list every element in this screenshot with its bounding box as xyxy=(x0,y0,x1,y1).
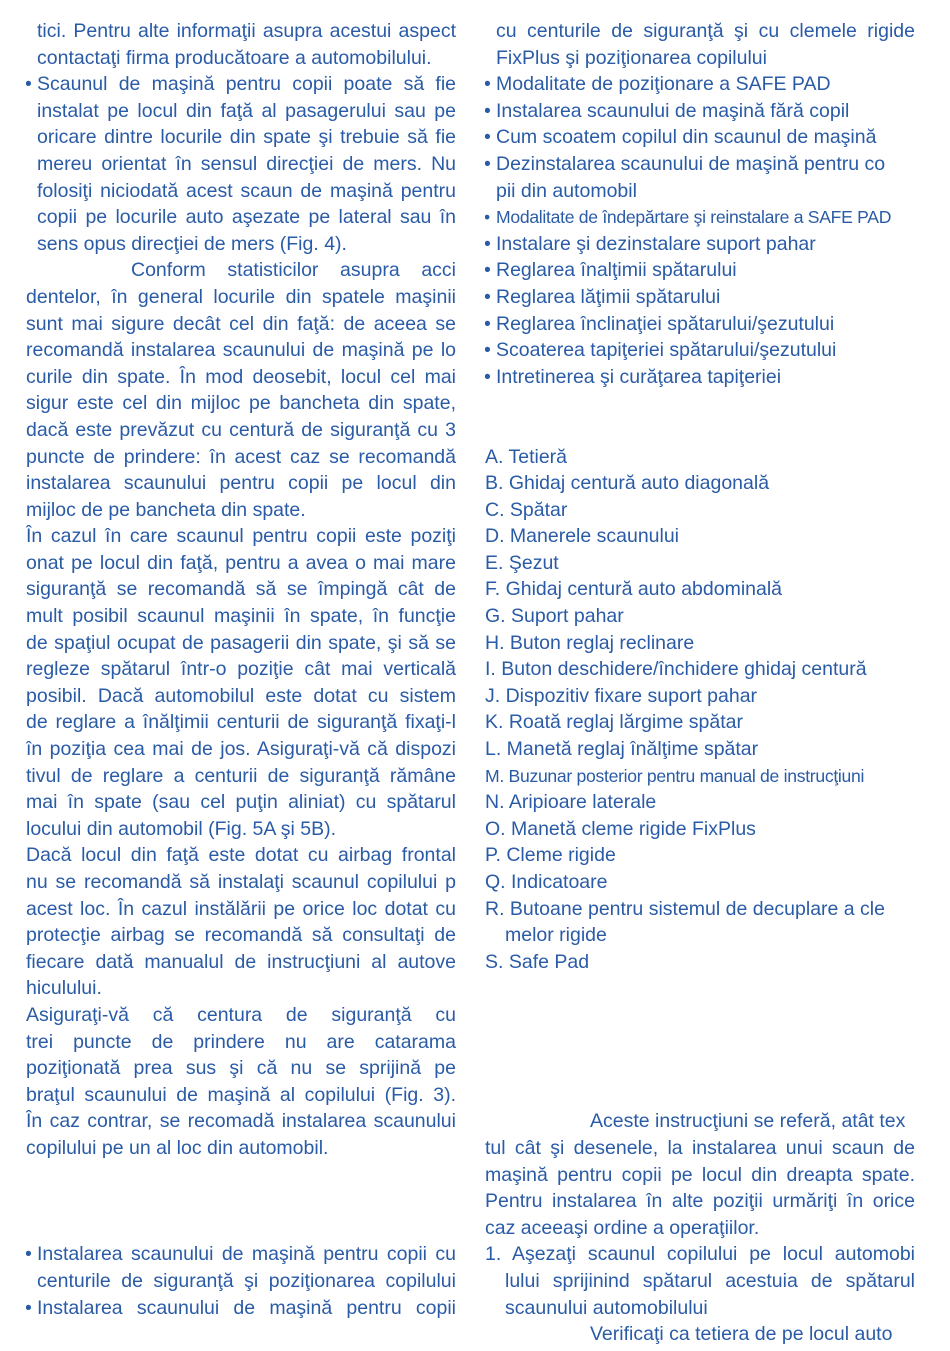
text-line: siguranţă se recomandă să se împingă cât de xyxy=(26,578,456,601)
part-label: I. Buton deschidere/închidere ghidaj centură xyxy=(485,658,867,681)
text-line: mereu orientat în sensul direcţiei de mers. Nu xyxy=(37,152,456,175)
text-line: folosiţi niciodată acest scaun de maşină pentru xyxy=(37,179,456,202)
text-line: tul cât şi desenele, la instalarea unui scaun de xyxy=(485,1136,915,1159)
bullet-item: • Cum scoatem copilul din scaunul de maşină xyxy=(485,124,915,151)
text-line: sigur este cel din mijloc pe bancheta din spate, xyxy=(26,392,456,415)
text-line: oricare dintre locurile din spate şi trebuie să fie xyxy=(37,126,456,149)
part-label: S. Safe Pad xyxy=(485,950,590,973)
part-label: D. Manerele scaunului xyxy=(485,525,680,548)
bullet-item: • Reglarea lăţimii spătarului xyxy=(485,284,915,311)
text-line: instalat pe locul din faţă al pasagerului sau pe xyxy=(37,99,456,122)
text-line: dentelor, în general locurile din spatele maşinii xyxy=(26,285,456,308)
text-line: mult posibil scaunul maşinii în spate, în funcţie xyxy=(26,605,456,628)
text-line: mai în spate (sau cel puţin aliniat) cu spătarul xyxy=(26,791,456,814)
text-line: regleze spătarul într-o poziţie cât mai verticală xyxy=(26,658,456,681)
text-line: de spaţiul ocupat de pasagerii din spate, şi să se xyxy=(26,631,456,654)
part-label: melor rigide xyxy=(505,924,607,947)
text-line: În caz contrar, se recomadă instalarea scaunului xyxy=(26,1110,456,1133)
part-label: K. Roată reglaj lărgime spătar xyxy=(485,711,743,734)
text-line: fiecare dată manualul de instrucţiuni al autove xyxy=(26,950,456,973)
text-line: centurile de siguranţă şi poziţionarea copilului xyxy=(37,1269,456,1292)
text-line: sens opus direcţiei de mers (Fig. 4). xyxy=(37,232,347,255)
part-label: R. Butoane pentru sistemul de decuplare a cle xyxy=(485,897,885,920)
bullet-item: • Instalarea scaunului de maşină pentru copii xyxy=(26,1295,456,1322)
bullet-item: • Modalitate de poziţionare a SAFE PAD xyxy=(485,71,915,98)
left-column xyxy=(26,18,456,1321)
part-label: J. Dispozitiv fixare suport pahar xyxy=(485,684,758,707)
paragraph-start: Conform statisticilor asupra acci xyxy=(131,259,456,282)
text-line: instalarea scaunului pentru copii pe locul din xyxy=(26,472,456,495)
text-line: În cazul în care scaunul pentru copii este poziţi xyxy=(26,525,456,548)
bullet-item: • Dezinstalarea scaunului de maşină pentru co xyxy=(485,151,915,178)
paragraph-start: Verificaţi ca tetiera de pe locul auto xyxy=(590,1323,893,1346)
part-label: O. Manetă cleme rigide FixPlus xyxy=(485,817,756,840)
text-line: în poziţia cea mai de jos. Asiguraţi-vă că dispozi xyxy=(26,738,456,761)
bullet-item: • Instalarea scaunului de maşină fără copil xyxy=(485,98,915,125)
bullet-item: • Reglarea înclinaţiei spătarului/şezutului xyxy=(485,311,915,338)
text-line: recomandă instalarea scaunului de maşină pe lo xyxy=(26,339,456,362)
text-line: lului sprijinind spătarul acestuia de spătarul xyxy=(505,1269,915,1292)
text-line: copilului pe un al loc din automobil. xyxy=(26,1136,329,1159)
text-line: curile din spate. În mod deosebit, locul cel mai xyxy=(26,365,456,388)
part-label: H. Buton reglaj reclinare xyxy=(485,631,695,654)
text-line: sunt mai sigure decât cel din faţă: de aceea se xyxy=(26,312,456,335)
text-line: de reglare a înălţimii centurii de siguranţă fixaţi-l xyxy=(26,711,456,734)
part-label: L. Manetă reglaj înălţime spătar xyxy=(485,738,759,761)
bullet-item: • Scaunul de maşină pentru copii poate să fie xyxy=(26,71,456,98)
text-line: Dacă locul din faţă este dotat cu airbag frontal xyxy=(26,844,456,867)
bullet-item: • Instalarea scaunului de maşină pentru copii cu xyxy=(26,1241,456,1268)
text-line: pii din automobil xyxy=(496,179,637,202)
text-line: hiculului. xyxy=(26,977,102,1000)
text-line: braţul scaunului de maşină al copilului (Fig. 3). xyxy=(26,1083,456,1106)
text-line: nu se recomandă să instalaţi scaunul copilului p xyxy=(26,871,456,893)
text-line: contactaţi firma producătoare a automobilului. xyxy=(37,46,432,69)
text-line: tici. Pentru alte informaţii asupra acestui aspect xyxy=(37,20,456,42)
part-label: N. Aripioare laterale xyxy=(485,791,657,814)
text-line: caz aceeaşi ordine a operaţiilor. xyxy=(485,1216,760,1239)
text-line: tivul de reglare a centurii de siguranţă rămâne xyxy=(26,764,456,787)
part-label: A. Tetieră xyxy=(485,445,568,468)
part-label: G. Suport pahar xyxy=(485,605,624,628)
part-label: C. Spătar xyxy=(485,498,568,521)
text-line: mijloc de pe bancheta din spate. xyxy=(26,498,306,521)
part-label: M. Buzunar posterior pentru manual de instrucţiuni xyxy=(485,765,865,786)
text-line: Pentru instalarea în alte poziţii urmăriţi în orice xyxy=(485,1190,915,1213)
text-line: locului din automobil (Fig. 5A şi 5B). xyxy=(26,817,336,840)
text-line: cu centurile de siguranţă şi cu clemele rigide xyxy=(496,20,915,42)
text-line: scaunului automobilului xyxy=(505,1296,708,1319)
part-label: Q. Indicatoare xyxy=(485,871,608,893)
text-line: protecţie airbag se recomandă să consultaţi de xyxy=(26,924,456,947)
numbered-step: 1. Aşezaţi scaunul copilului pe locul automobi xyxy=(485,1243,915,1266)
text-line: onat pe locul din faţă, pentru a avea o mai mare xyxy=(26,551,456,574)
text-line: acest loc. În cazul instălării pe orice loc dotat cu xyxy=(26,897,456,920)
part-label: P. Cleme rigide xyxy=(485,844,616,867)
text-line: dacă este prevăzut cu centură de siguranţă cu 3 xyxy=(26,418,456,441)
part-label: B. Ghidaj centură auto diagonală xyxy=(485,472,770,495)
part-label: F. Ghidaj centură auto abdominală xyxy=(485,578,783,601)
part-label: E. Şezut xyxy=(485,551,559,574)
text-line: FixPlus şi poziţionarea copilului xyxy=(496,46,767,69)
text-line: trei puncte de prindere nu are catarama xyxy=(26,1030,456,1053)
bullet-item: • Scoaterea tapiţeriei spătarului/şezutului xyxy=(485,337,915,364)
text-line: Asiguraţi-vă că centura de siguranţă cu xyxy=(26,1003,456,1026)
bullet-item: • Reglarea înalţimii spătarului xyxy=(485,257,915,284)
text-line: poziţionată prea sus şi că nu se sprijină pe xyxy=(26,1057,456,1080)
bullet-item: • Instalare şi dezinstalare suport pahar xyxy=(485,231,915,258)
text-line: copii pe locurile auto aşezate pe lateral sau în xyxy=(37,206,456,229)
bullet-item: • Modalitate de îndepărtare şi reinstalare a SAFE PAD xyxy=(485,204,915,231)
bullet-item: • Intretinerea şi curăţarea tapiţeriei xyxy=(485,364,915,391)
text-line: maşină pentru copii pe locul din dreapta spate. xyxy=(485,1163,915,1186)
text-line: puncte de prindere: în acest caz se recomandă xyxy=(26,445,456,468)
right-column xyxy=(485,18,915,1348)
paragraph-start: Aceste instrucţiuni se referă, atât tex xyxy=(590,1110,906,1133)
text-line: posibil. Dacă automobilul este dotat cu sistem xyxy=(26,684,456,707)
